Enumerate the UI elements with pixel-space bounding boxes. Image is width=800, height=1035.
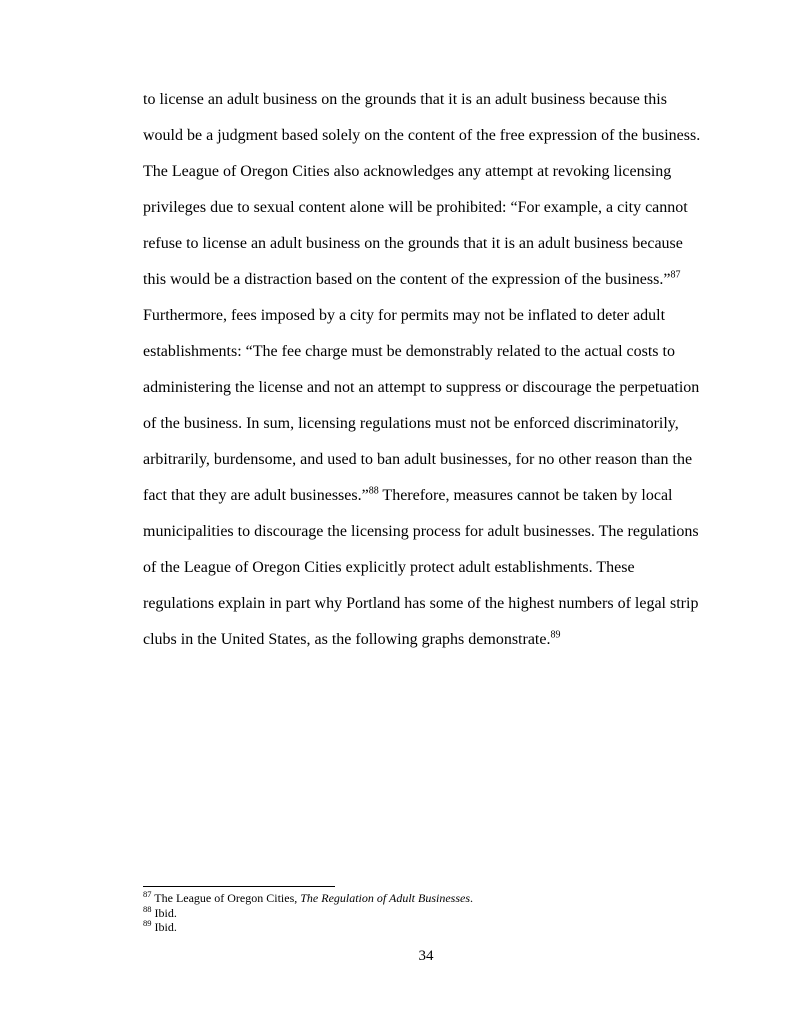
footnote: [143, 920, 709, 935]
superscript-footnote-reference: 89: [550, 629, 561, 641]
footnote-separator-rule: [143, 886, 335, 887]
superscript-footnote-reference: 87: [670, 269, 681, 281]
footnote: [143, 903, 709, 921]
text-segment: Ibid.: [151, 920, 177, 934]
text-segment: .: [470, 891, 474, 905]
italic-text-segment: The Regulation of Adult Businesses: [300, 891, 471, 905]
text-segment: to license an adult business on the grounds that it is an adult business because this would be a judgment based solely on the content of the free expression of the business. The League of Oregon Cities also acknowledges any attempt at revoking licensing privileges due to sexual content alone will be prohibited: “For example, a city cannot refuse to license an adult business on the grounds that it is an adult business because this would be a distraction based on the content of the expression of the business.”: [143, 91, 701, 288]
footnote-area: [143, 891, 709, 935]
superscript-footnote-reference: 88: [368, 485, 379, 497]
footnote: [143, 891, 709, 906]
text-segment: Furthermore, fees imposed by a city for permits may not be inflated to deter adult establishments: “The fee charge must be demonstrably related to the actual costs to administering the license and not an attempt to suppress or discourage the perpetuation of the business. In sum, licensing regulations must not be enforced discriminatorily, arbitrarily, burdensome, and used to ban adult businesses, for no other reason than the fact that they are adult businesses.”: [143, 307, 700, 504]
footnote-marker: 87: [143, 889, 152, 899]
text-segment: The League of Oregon Cities,: [151, 891, 301, 905]
body-paragraph: [143, 82, 709, 658]
text-segment: Ibid.: [151, 905, 177, 920]
page-number: 34: [418, 948, 434, 964]
footnote-marker: 88: [143, 903, 152, 914]
footnote-marker: 89: [143, 918, 152, 928]
text-segment: Therefore, measures cannot be taken by local municipalities to discourage the licensing process for adult businesses. The regulations of the League of Oregon Cities explicitly protect adult establishments. These regulations explain in part why Portland has some of the highest numbers of legal strip clubs in the United States, as the following graphs demonstrate.: [143, 487, 699, 648]
